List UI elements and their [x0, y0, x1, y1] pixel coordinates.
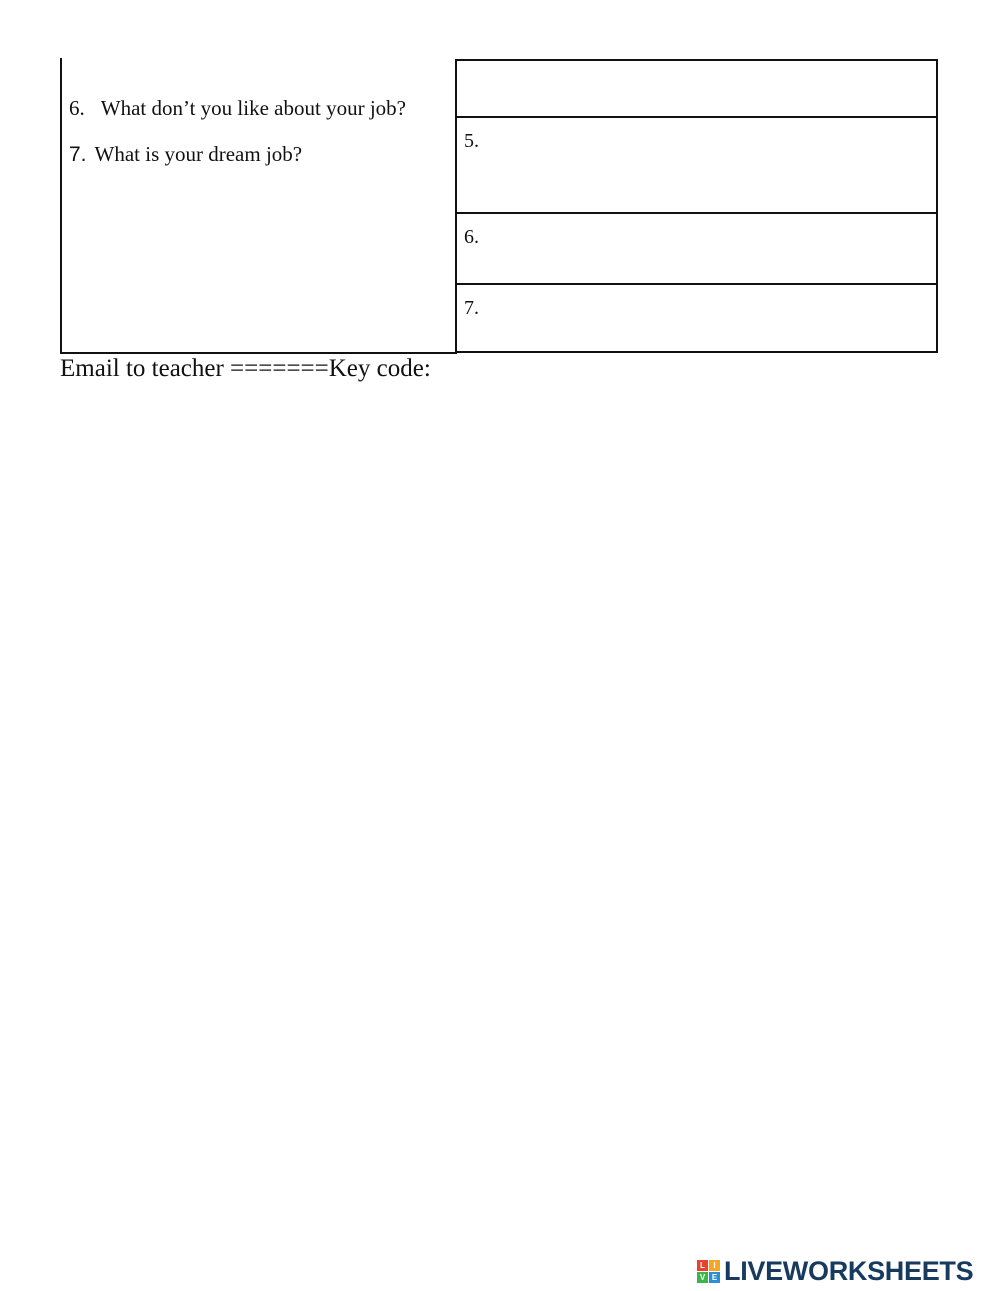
- liveworksheets-logo: [697, 1255, 973, 1287]
- answer-row-blank[interactable]: [457, 61, 936, 118]
- answer-label-7: 7.: [464, 297, 479, 319]
- email-teacher-line: Email to teacher =======Key code:: [60, 355, 431, 382]
- question-6-text: What don’t you like about your job?: [100, 96, 406, 120]
- liveworksheets-logo-text: LIVEWORKSHEETS: [724, 1255, 974, 1286]
- logo-tile-v: V: [697, 1272, 708, 1283]
- answer-row-7[interactable]: [457, 285, 936, 351]
- logo-tile-i: I: [709, 1260, 720, 1271]
- logo-tile-e: E: [709, 1272, 720, 1283]
- answer-row-5[interactable]: [457, 118, 936, 214]
- answer-label-5: 5.: [464, 130, 479, 152]
- logo-tile-l: L: [697, 1260, 708, 1271]
- questions-column: [60, 58, 457, 354]
- question-6: [69, 96, 406, 121]
- question-7-text: What is your dream job?: [94, 142, 303, 166]
- question-7: [69, 142, 302, 167]
- answer-row-6[interactable]: [457, 214, 936, 285]
- answer-label-6: 6.: [464, 226, 479, 248]
- question-6-number: 6.: [69, 96, 85, 120]
- answers-column: [455, 59, 938, 353]
- question-7-number: 7.: [69, 143, 87, 166]
- liveworksheets-logo-icon: [697, 1260, 720, 1283]
